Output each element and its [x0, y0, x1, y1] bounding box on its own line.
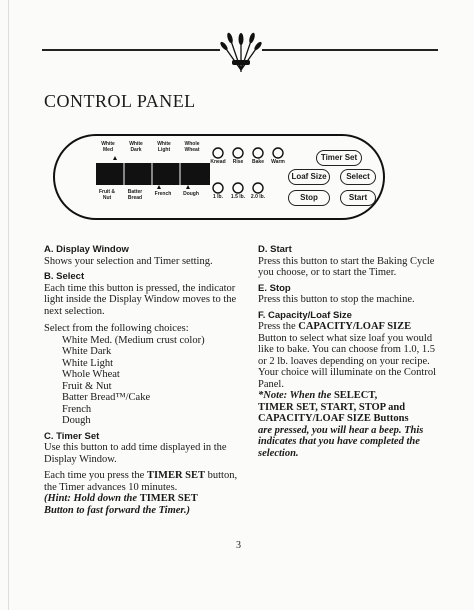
heading-capacity: F. Capacity/Loaf Size — [258, 309, 352, 321]
label-dough: Dough — [183, 191, 199, 197]
stop-button[interactable]: Stop — [288, 190, 330, 206]
label-french: French — [154, 191, 172, 197]
text-stop: Press this button to stop the machine. — [258, 294, 415, 305]
select-button[interactable]: Select — [340, 169, 376, 185]
label-knead: Knead — [210, 159, 226, 165]
page-number: 3 — [236, 540, 241, 551]
scan-edge — [8, 0, 9, 610]
choice-list — [44, 335, 249, 427]
start-button[interactable]: Start — [340, 190, 376, 206]
heading-timer-set: C. Timer Set — [44, 430, 100, 442]
header-rule-right — [262, 49, 438, 51]
label-bake: Bake — [252, 159, 264, 165]
label-1lb: 1 lb. — [212, 194, 223, 200]
text-timer-set: Use this button to add time displayed in the Display Window. — [44, 442, 227, 465]
timer-set-button[interactable]: Timer Set — [316, 150, 362, 166]
text-capacity-line: Press the CAPACITY/LOAF SIZE — [258, 321, 412, 332]
text-display-window: Shows your selection and Timer setting. — [44, 255, 213, 267]
choice-item: Fruit & Nut — [62, 380, 112, 392]
choice-item: White Med. (Medium crust color) — [62, 334, 205, 346]
label-batter-bread: Batter Bread — [127, 189, 143, 201]
header-rule-left — [42, 49, 220, 51]
text-choices-intro: Select from the following choices: — [44, 323, 189, 334]
choice-item: White Light — [62, 357, 114, 369]
left-column — [44, 240, 249, 516]
choice-item: Whole Wheat — [62, 369, 120, 380]
label-whole-wheat: Whole Wheat — [184, 141, 200, 153]
loaf-size-button[interactable]: Loaf Size — [288, 169, 330, 185]
label-rise: Rise — [232, 159, 244, 165]
label-white-dark: White Dark — [129, 141, 143, 153]
label-fruit-nut: Fruit & Nut — [98, 189, 116, 201]
right-column — [258, 240, 438, 459]
label-white-med: White Med — [101, 141, 115, 153]
label-warm: Warm — [271, 159, 285, 165]
label-1-5lb: 1.5 lb. — [230, 194, 246, 200]
text-capacity: Button to select what size loaf you would like to bake. You can choose from 1.0, 1.5 or 2 lb. loaves depending on your recipe. Your choice will illuminate on the Control Panel. — [258, 332, 436, 390]
choice-item: Batter Bread™/Cake — [62, 392, 151, 403]
label-2-0lb: 2.0 lb. — [250, 194, 266, 200]
heading-stop: E. Stop — [258, 282, 291, 294]
text-start: Press this button to start the Baking Cycle you choose, or to start the Timer. — [258, 255, 435, 278]
note-beep: *Note: When the SELECT, TIMER SET, START, STOP and CAPACITY/LOAF SIZE Buttons are pressed, you will hear a beep. This indicates that you have completed the selection. — [258, 390, 424, 459]
text-timer-advance: Each time you press the TIMER SET button, the Timer advances 10 minutes. — [44, 470, 238, 493]
page-title: CONTROL PANEL — [44, 91, 196, 111]
heading-display-window: A. Display Window — [44, 244, 129, 255]
heading-start: D. Start — [258, 244, 292, 255]
control-panel-diagram — [52, 133, 386, 221]
wheat-logo-icon — [218, 32, 264, 74]
choice-item: French — [62, 403, 92, 415]
choice-item: White Dark — [62, 346, 112, 357]
label-white-light: White Light — [157, 141, 171, 153]
text-select: Each time this button is pressed, the indicator light inside the Display Window moves to the next selection. — [44, 282, 237, 317]
heading-select: B. Select — [44, 271, 85, 282]
choice-item: Dough — [62, 415, 91, 426]
text-timer-hint: (Hint: Hold down the TIMER SET Button to fast forward the Timer.) — [44, 493, 198, 516]
